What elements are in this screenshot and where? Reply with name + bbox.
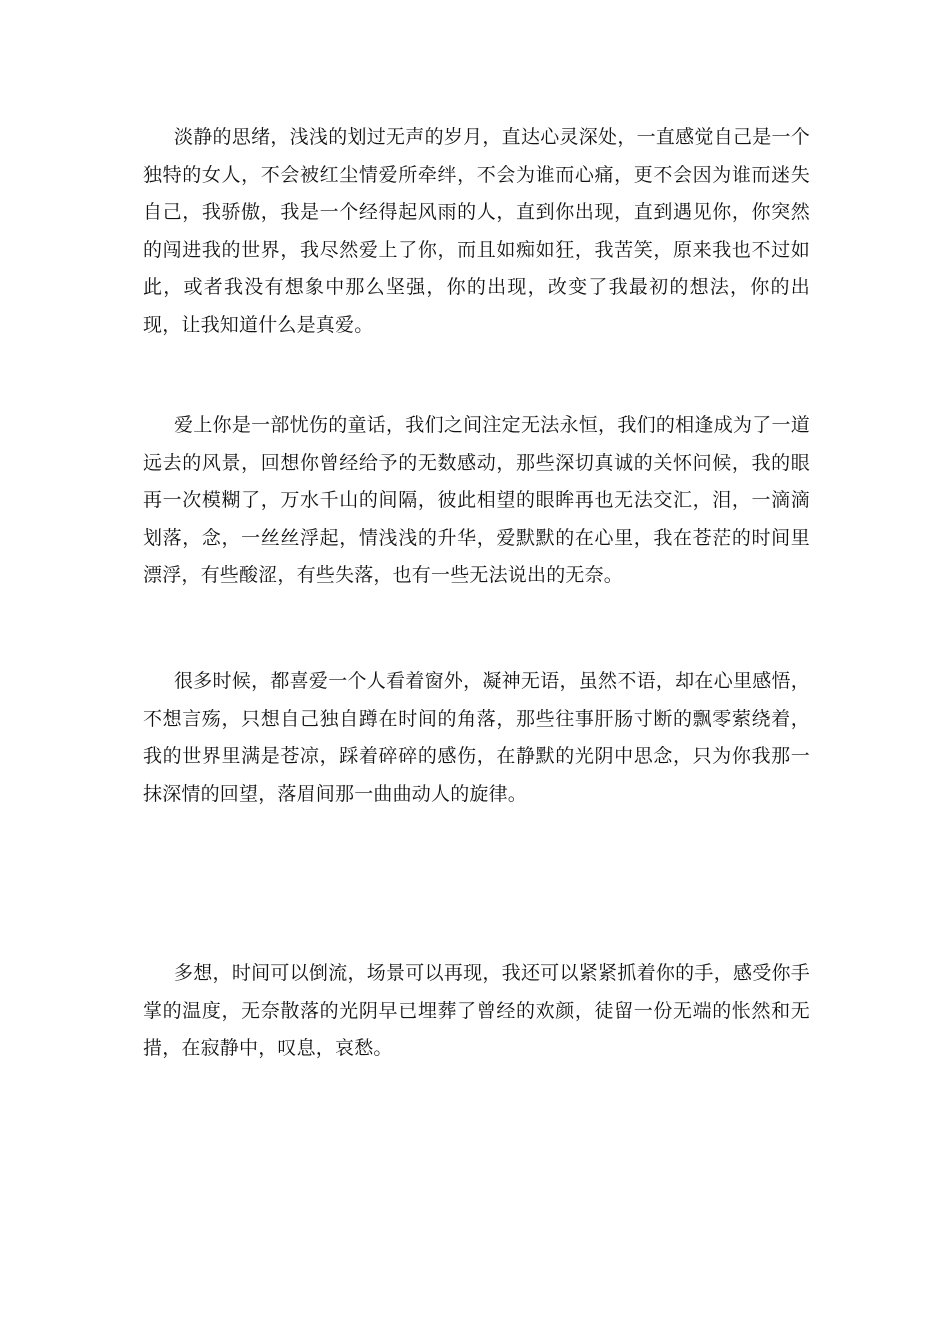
paragraph-4: 多想，时间可以倒流，场景可以再现，我还可以紧紧抓着你的手，感受你手掌的温度，无奈散落的光阴早已埋葬了曾经的欢颜，徒留一份无端的怅然和无措，在寂静中，叹息，哀愁。: [143, 962, 810, 1060]
paragraph-3: 很多时候，都喜爱一个人看着窗外，凝神无语，虽然不语，却在心里感悟，不想言殇，只想自己独自蹲在时间的角落，那些往事肝肠寸断的飘零萦绕着，我的世界里满是苍凉，踩着碎碎的感伤，在静默的光阴中思念，只为你我那一抹深情的回望，落眉间那一曲曲动人的旋律。: [143, 670, 810, 805]
paragraph-2: 爱上你是一部忧伤的童话，我们之间注定无法永恒，我们的相逢成为了一道远去的风景，回想你曾经给予的无数感动，那些深切真诚的关怀问候，我的眼再一次模糊了，万水千山的间隔，彼此相望的眼眸再也无法交汇，泪，一滴滴划落，念，一丝丝浮起，情浅浅的升华，爱默默的在心里，我在苍茫的时间里漂浮，有些酸涩，有些失落，也有一些无法说出的无奈。: [143, 414, 810, 587]
paragraph-1: 淡静的思绪，浅浅的划过无声的岁月，直达心灵深处，一直感觉自己是一个独特的女人，不会被红尘情爱所牵绊，不会为谁而心痛，更不会因为谁而迷失自己，我骄傲，我是一个经得起风雨的人，直到你出现，直到遇见你，你突然的闯进我的世界，我尽然爱上了你，而且如痴如狂，我苦笑，原来我也不过如此，或者我没有想象中那么坚强，你的出现，改变了我最初的想法，你的出现，让我知道什么是真爱。: [143, 126, 810, 336]
